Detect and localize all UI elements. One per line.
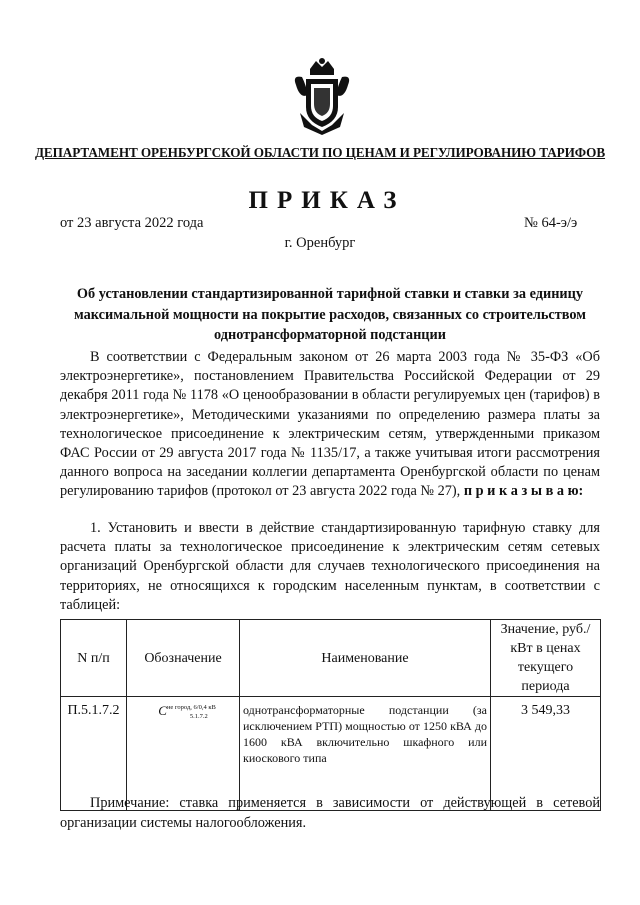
symbol-letter: C xyxy=(158,703,167,718)
table-header-row xyxy=(61,620,601,697)
department-name: ДЕПАРТАМЕНТ ОРЕНБУРГСКОЙ ОБЛАСТИ ПО ЦЕНАМ И РЕГУЛИРОВАНИЮ ТАРИФОВ xyxy=(34,145,606,160)
order-title: Об установлении стандартизированной тарифной ставки и ставки за единицу максимальной мощности на покрытие расходов, связанных со строительством однотрансформаторной подстанции xyxy=(73,286,587,343)
cell-value: 3 549,33 xyxy=(491,697,601,811)
cell-name: однотрансформаторные подстанции (за исключением РТП) мощностью от 1250 кВА до 1600 кВА включительно шкафного или киоскового типа xyxy=(240,697,491,811)
city-name: г. Оренбург xyxy=(284,235,356,251)
tariff-table xyxy=(60,619,601,811)
preamble-paragraph xyxy=(60,348,600,502)
symbol-subscript: 5.1.7.2 xyxy=(189,713,208,720)
coat-of-arms-emblem xyxy=(290,55,354,137)
col-header-symbol: Обозначение xyxy=(127,620,240,697)
order-keyword: п р и к а з ы в а ю: xyxy=(463,483,584,500)
col-header-name: Наименование xyxy=(240,620,491,697)
note-paragraph: Примечание: ставка применяется в зависимости от действующей в сетевой организации системы налогообложения. xyxy=(60,795,600,831)
symbol-superscript: не город, 6/0,4 кВ xyxy=(166,704,216,711)
order-date: от 23 августа 2022 года xyxy=(60,215,204,231)
preamble-text: В соответствии с Федеральным законом от 26 марта 2003 года № 35-ФЗ «Об электроэнергетике», постановлением Правительства Российской Федерации от 29 декабря 2011 года № 1178 «О ценообразовании в области регулируемых цен (тарифов) в электроэнергетике», Методическими указаниями по определению размера платы за технологическое присоединение к электрическим сетям, утвержденными приказом ФАС России от 29 августа 2017 года № 1135/17, а также учитывая итоги рассмотрения данного вопроса на заседании коллегии департамента Оренбургской области по ценам регулированию тарифов (протокол от 23 августа 2022 года № 27), xyxy=(60,349,600,500)
cell-number: П.5.1.7.2 xyxy=(61,697,127,811)
col-header-value: Значение, руб./кВт в ценах текущего периода xyxy=(491,620,601,697)
order-number: № 64-э/э xyxy=(524,215,578,231)
col-header-number: N п/п xyxy=(61,620,127,697)
document-type-heading: ПРИКАЗ xyxy=(248,187,406,214)
clause-1-paragraph: 1. Установить и ввести в действие стандартизированную тарифную ставку для расчета платы за технологическое присоединение к электрическим сетям сетевых организаций Оренбургской области для случаев технологического присоединения на территориях, не относящихся к городским населенным пунктам, в соответствии с таблицей: xyxy=(60,520,600,613)
